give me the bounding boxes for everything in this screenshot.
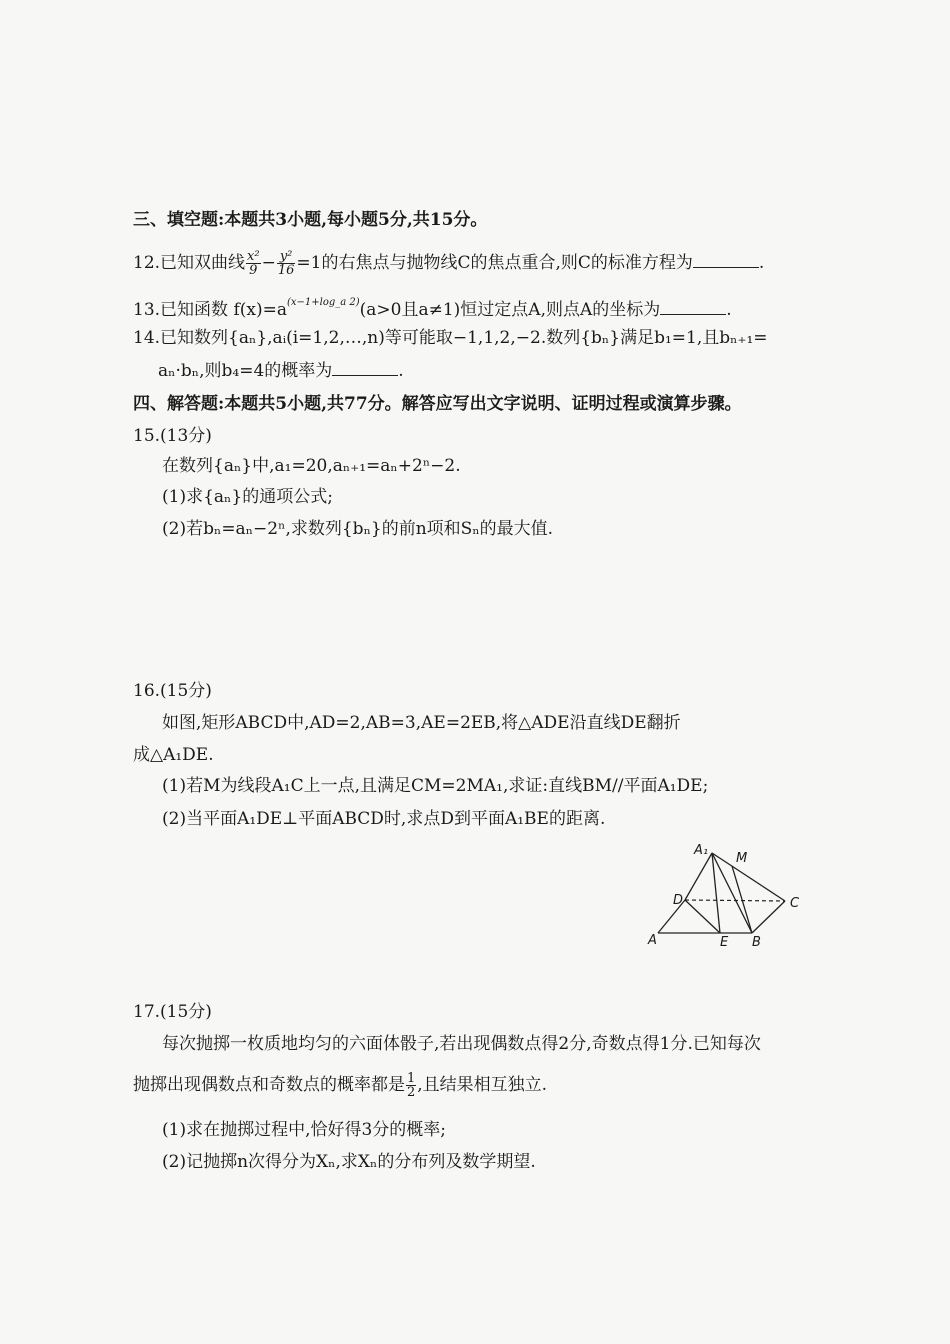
segment-de — [685, 900, 720, 933]
question-14-line-2: aₙ·bₙ,则b₄=4的概率为 . — [158, 361, 404, 381]
label-a1: A₁ — [694, 843, 709, 858]
segment-bc — [752, 901, 785, 933]
question-16-part-1: (1)若M为线段A₁C上一点,且满足CM=2MA₁,求证:直线BM//平面A₁DE; — [162, 776, 709, 796]
q13-exponent: (x−1+log_a 2) — [286, 297, 360, 308]
question-17-stem-line-2: 抛掷出现偶数点和奇数点的概率都是 $\frac{1}{2}$ ,且结果相互独立. — [133, 1071, 548, 1100]
question-17-part-2: (2)记抛掷n次得分为Xₙ,求Xₙ的分布列及数学期望. — [162, 1152, 536, 1172]
question-17-stem-line-1: 每次抛掷一枚质地均匀的六面体骰子,若出现偶数点得2分,奇数点得1分.已知每次 — [162, 1034, 761, 1054]
question-12: 12.已知双曲线 $\frac{\text{x²}}{9}$ − $\frac{\text{y²}}{16}$ =1的右焦点与抛物线C的焦点重合,则C的标准方程为 . — [133, 249, 765, 278]
q16-geometry-figure — [640, 838, 820, 953]
q13-answer-blank[interactable] — [660, 300, 726, 315]
question-15-part-1: (1)求{aₙ}的通项公式; — [162, 487, 333, 507]
question-16-number: 16.(15分) — [133, 681, 212, 701]
question-17-part-1: (1)求在抛掷过程中,恰好得3分的概率; — [162, 1120, 447, 1140]
q12-prefix: 12.已知双曲线 — [133, 253, 246, 273]
q17-fraction-half: $\frac{1}{2}$ — [407, 1071, 416, 1100]
question-15-number: 15.(13分) — [133, 426, 212, 446]
label-m: M — [736, 851, 748, 866]
question-16-part-2: (2)当平面A₁DE⊥平面ABCD时,求点D到平面A₁BE的距离. — [162, 809, 606, 829]
label-e: E — [720, 935, 729, 950]
segment-a1c — [712, 853, 785, 901]
label-b: B — [752, 935, 761, 950]
q14-answer-blank[interactable] — [332, 361, 398, 376]
q12-fraction-y: $\frac{\text{y²}}{16}$ — [277, 249, 295, 278]
segment-a1e — [712, 853, 720, 933]
section-4-heading: 四、解答题:本题共5小题,共77分。解答应写出文字说明、证明过程或演算步骤。 — [133, 394, 742, 414]
label-c: C — [790, 896, 800, 911]
question-17-number: 17.(15分) — [133, 1002, 212, 1022]
label-d: D — [673, 893, 684, 908]
q13-prefix: 13.已知函数 f(x)=a — [133, 300, 287, 320]
question-14-line-1: 14.已知数列{aₙ},aᵢ(i=1,2,…,n)等可能取−1,1,2,−2.数列{bₙ}满足b₁=1,且bₙ₊₁= — [133, 328, 768, 348]
q12-rest: =1的右焦点与抛物线C的焦点重合,则C的标准方程为 — [296, 253, 693, 273]
section-3-heading: 三、填空题:本题共3小题,每小题5分,共15分。 — [133, 210, 488, 230]
q12-answer-blank[interactable] — [693, 253, 759, 268]
question-15-part-2: (2)若bₙ=aₙ−2ⁿ,求数列{bₙ}的前n项和Sₙ的最大值. — [162, 519, 554, 539]
question-16-stem-line-2: 成△A₁DE. — [133, 745, 214, 765]
question-13: 13.已知函数 $f(x)=a^{(x-1+log\_a 2)}(a>0$且a≠1)恒过定点A,则点A的坐标为 . — [133, 297, 732, 320]
q12-fraction-x: $\frac{\text{x²}}{9}$ — [247, 249, 260, 278]
label-a: A — [648, 933, 657, 948]
q13-rest: (a>0且a≠1)恒过定点A,则点A的坐标为 — [359, 300, 661, 320]
question-15-stem: 在数列{aₙ}中,a₁=20,aₙ₊₁=aₙ+2ⁿ−2. — [162, 456, 461, 476]
segment-a1d — [685, 853, 712, 900]
question-16-stem-line-1: 如图,矩形ABCD中,AD=2,AB=3,AE=2EB,将△ADE沿直线DE翻折 — [162, 713, 681, 733]
